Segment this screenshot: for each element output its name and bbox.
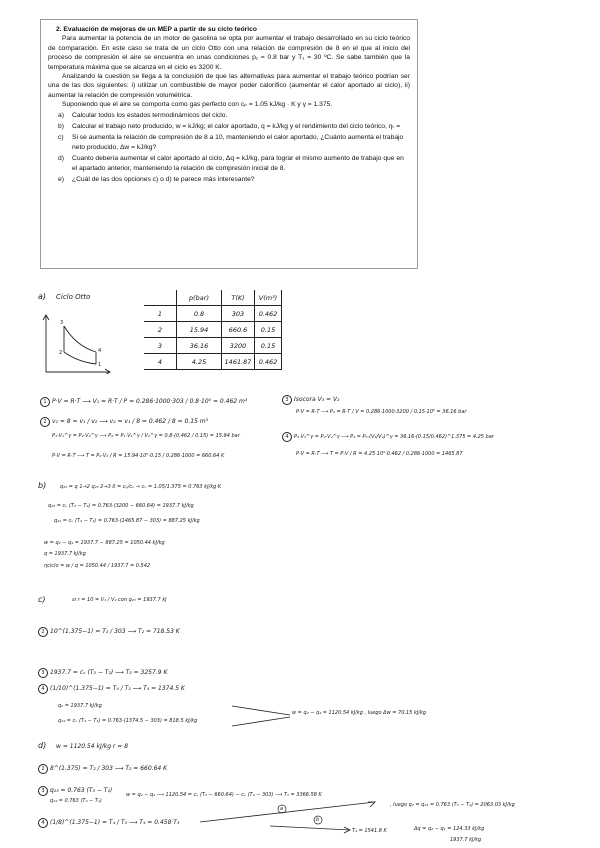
d-state-4: 4 (1/8)^(1.375−1) = T₄ / T₃ ⟶ T₄ = 0.458·T₃ — [38, 818, 179, 828]
delta-heat-result: Δq = q₂ − q₁ = 124.33 kJ/kg — [414, 826, 485, 832]
problem-analysis: Analizando la cuestión se llega a la conclusión de que las alternativas para aumentar el trabajo teórico podrían ser una de las dos siguientes: i) utilizar un combustible de mayor poder calorífico (aumentar el calor aportado al ciclo), ii) aumentar la relación de compresión volumétrica. — [48, 73, 410, 99]
heat-total: q = 1937.7 kJ/kg — [44, 551, 86, 557]
state-2-pressure: P₁·V₁^γ = P₂·V₂^γ ⟶ P₂ = P₁·V₁^γ / V₂^γ = 0.8·(0.462 / 0.15) = 15.94 bar — [52, 433, 240, 439]
section-a-label: a) — [38, 292, 47, 301]
question-a: a) Calcular todos los estados termodinámicos del ciclo. — [58, 111, 228, 119]
expansion-34 — [64, 326, 96, 352]
state-2-mark: 2 — [59, 350, 63, 356]
state-3-pressure: P·V = R·T ⟶ P₃ = R·T / V = 0.286·1000·3200 / 0.15·10⁵ = 36.16 bar — [296, 409, 467, 415]
delta-work-result: w = q₂ − q₄ = 1120.54 kJ/kg , luego Δw = 70.15 kJ/kg — [292, 710, 427, 716]
section-d-label: d) — [38, 741, 47, 750]
table-row: 1 0.8 303 0.462 — [144, 306, 282, 322]
problem-intro: Para aumentar la potencia de un motor de gasolina se opta por aumentar el trabajo desarrollado en su ciclo teórico de comparación. En este caso se trata de un ciclo Otto con una relación de compresión de 8 en el que al inicio del proceso de compresión el aire se encuentra en unas condiciones p₁ = 0.8 bar y T₁ = 30 ºC. Se sabe también que la temperatura máxima que se alcanza en el ciclo es 3200 K. — [48, 35, 410, 71]
c-heat-rejected: q₄₁ = cᵥ (T₄ − T₁) = 0.763·(1374.5 − 303) = 818.5 kJ/kg — [58, 718, 198, 724]
c-state-2: 2 10^(1.375−1) = T₂ / 303 ⟶ T₂ = 718.53 K — [38, 627, 180, 637]
heat-input-calc: q₂₃ = cᵥ (T₃ − T₂) = 0.763·(3200 − 660.64) = 1937.7 kJ/kg — [48, 503, 194, 509]
state-table — [144, 290, 282, 370]
c-bracket-lines — [232, 704, 292, 728]
state-3-mark: 3 — [60, 320, 64, 326]
table-header-row: p(bar) T(K) V(m³) — [144, 290, 282, 306]
question-c: c) Si se aumenta la relación de compresión de 8 a 10, manteniendo el calor aportado, ¿Cuánto aumenta el trabajo neto producido, Δw = kJ/kg? — [58, 134, 404, 151]
d-state-2: 2 8^(1.375) = T₂ / 303 ⟶ T₂ = 660.64 K — [38, 764, 167, 774]
section-b-label: b) — [38, 481, 47, 490]
state-3-isochore: 3 Isocora V₃ = V₂ — [282, 395, 339, 405]
problem-heading: 2. Evaluación de mejoras de un MEP a partir de su ciclo teórico — [56, 26, 257, 33]
problem-assumption: Suponiendo que el aire se comporta como gas perfecto con cₚ = 1.05 kJ/kg · K y γ = 1.375. — [62, 101, 333, 109]
c-heat-input: q₂ = 1937.7 kJ/kg — [58, 703, 102, 709]
d-heat-rejected: q₄₁ = 0.763 (T₄ − T₁) — [50, 798, 102, 804]
d-state-3: 3 q₂₃ = 0.763 (T₃ − T₂) — [38, 786, 112, 796]
section-c-label: c) — [38, 595, 46, 604]
compression-12 — [64, 352, 96, 364]
state-4-mark: 4 — [98, 348, 102, 354]
question-d: d) Cuanto debería aumentar el calor aportado al ciclo, Δq = kJ/kg, para lograr el mismo aumento de trabajo que en el apartado anterior, manteniendo la relación de compresión inicial de 8. — [58, 155, 404, 172]
original-heat-note: 1937.7 kJ/kg — [450, 837, 482, 843]
question-b: b) Calcular el trabajo neto producido, w = kJ/kg; el calor aportado, q = kJ/kg y el rendimiento del ciclo teórico, ηₜ = — [58, 123, 401, 131]
state-1-mark: 1 — [98, 362, 102, 368]
mark-b: b — [316, 817, 320, 823]
mark-a: a — [280, 806, 284, 812]
state-4-temperature: P·V = R·T ⟶ T = P·V / R = 4.25·10⁵·0.462 / 0.286·1000 = 1465.87 — [296, 451, 463, 457]
volume-axis-arrow — [105, 369, 110, 374]
d-work-equation: w = q₂ − q₄ ⟶ 1120.54 = cᵥ (T₃ − 660.64) − cᵥ (T₄ − 303) ⟶ T₃ = 3366.58 K — [126, 792, 322, 798]
d-state-4-result: T₄ = 1541.8 K — [352, 828, 387, 834]
heat-rejected-calc: q₄₁ = cᵥ (T₄ − T₁) = 0.763·(1465.87 − 303) = 887.25 kJ/kg — [54, 518, 200, 524]
problem-statement — [40, 19, 418, 269]
table-row: 4 4.25 1461.87 0.462 — [144, 354, 282, 370]
section-c-head: si r = 10 = V₁ / V₂ con q₂₃ = 1937.7 kJ — [72, 597, 167, 603]
question-e: e) ¿Cuál de las dos opciones c) o d) te parece más interesante? — [58, 176, 255, 184]
state-4-pressure: 4 P₃·V₃^γ = P₄·V₄^γ ⟶ P₄ = P₃·(V₃/V₄)^γ = 36.16·(0.15/0.462)^1.375 = 4.25 bar — [282, 432, 494, 442]
section-b-head: q₂₃ = q 1→2 q₂₃ 2→3 δ = cₚ/cᵥ → cᵥ = 1.05/1.375 = 0.763 kJ/kg·K — [60, 484, 222, 490]
net-work-calc: w = q₂ − q₄ = 1937.7 − 887.25 = 1050.44 kJ/kg — [44, 540, 165, 546]
section-d-head: w = 1120.54 kJ/kg r = 8 — [56, 743, 129, 750]
cycle-title: Ciclo Otto — [56, 293, 91, 301]
state-2-temperature: P·V = R·T ⟶ T = P₂·V₂ / R = 15.94·10⁵·0.15 / 0.286·1000 = 660.64 K — [52, 453, 225, 459]
d-heat-input-result: , luego q₂ = q₂₃ = 0.763 (T₃ − T₂) = 2063.03 kJ/kg — [390, 802, 515, 808]
table-row: 2 15.94 660.6 0.15 — [144, 322, 282, 338]
pv-diagram — [40, 312, 112, 374]
efficiency-calc: ηciclo = w / q = 1050.44 / 1937.7 = 0.542 — [44, 563, 151, 569]
state-2-volume: 2 v₂ = 8 = v₁ / v₂ ⟶ v₂ = v₁ / 8 = 0.462 / 8 = 0.15 m³ — [40, 417, 208, 427]
question-list — [48, 111, 410, 185]
state-1-calc: 1 P·V = R·T ⟶ V₁ = R·T / P = 0.286·1000·303 / 0.8·10⁵ = 0.462 m³ — [40, 397, 247, 407]
c-state-4: 4 (1/10)^(1.375−1) = T₄ / T₃ ⟶ T₄ = 1374.5 K — [38, 684, 185, 694]
c-state-3: 3 1937.7 = cᵥ (T₃ − T₂) ⟶ T₃ = 3257.9 K — [38, 668, 167, 678]
table-row: 3 36.16 3200 0.15 — [144, 338, 282, 354]
